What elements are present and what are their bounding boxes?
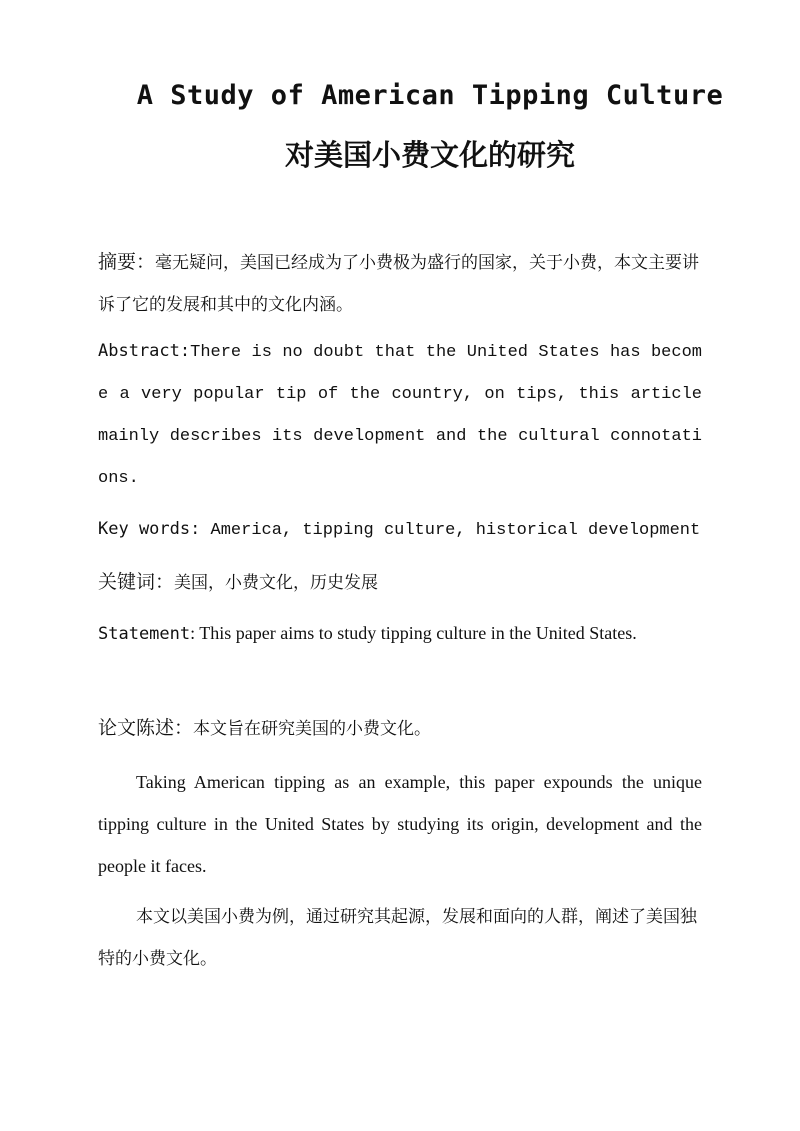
keywords-chinese [98, 569, 702, 596]
statement-english-text: : This paper aims to study tipping culture in the United States. [190, 623, 637, 643]
abstract-english-text: There is no doubt that the United States has become a very popular tip of the country, on tips, this article mainly describes its development and the cultural connotations. [98, 343, 702, 488]
statement-chinese-label: 论文陈述： [98, 717, 194, 739]
statement-english [98, 613, 702, 655]
body-paragraph-english: Taking American tipping as an example, this paper expounds the unique tipping culture in the United States by studying its origin, development and the people it faces. [98, 772, 702, 876]
title-chinese: 对美国小费文化的研究 [284, 138, 575, 172]
keywords-english [98, 516, 702, 544]
abstract-english [98, 330, 702, 500]
statement-chinese-text: 本文旨在研究美国的小费文化。 [193, 719, 432, 739]
abstract-chinese-label: 摘要： [98, 251, 156, 273]
title-english: A Study of American Tipping Culture [136, 80, 724, 111]
statement-english-label: Statement [98, 624, 191, 644]
keywords-chinese-text: 美国，小费文化，历史发展 [174, 573, 379, 593]
abstract-english-label: Abstract: [98, 341, 191, 361]
abstract-chinese [98, 241, 702, 326]
keywords-english-label: Key words [98, 519, 191, 539]
keywords-english-text: : America, tipping culture, historical development [190, 521, 701, 540]
body-paragraph-chinese: 本文以美国小费为例，通过研究其起源，发展和面向的人群，阐述了美国独特的小费文化。 [98, 907, 697, 969]
keywords-chinese-label: 关键词： [98, 571, 175, 593]
abstract-chinese-text: 毫无疑问，美国已经成为了小费极为盛行的国家，关于小费，本文主要讲诉了它的发展和其中的文化内涵。 [98, 253, 700, 315]
statement-chinese [98, 715, 702, 742]
